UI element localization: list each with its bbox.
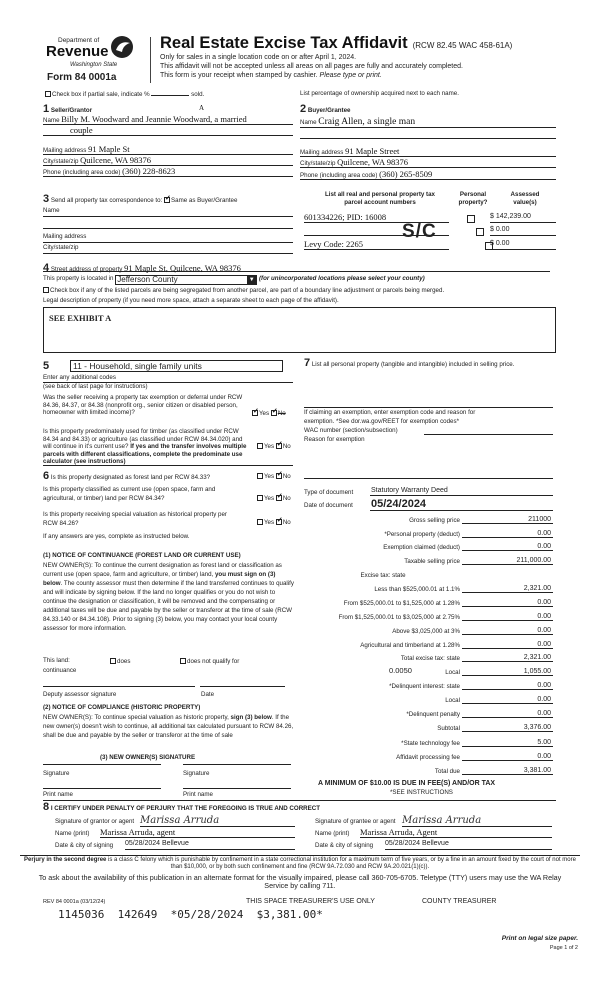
assessed-value-field[interactable]: $ 142,239.00 [490, 213, 556, 223]
seller-mail-field[interactable]: Mailing address 91 Maple St [43, 145, 293, 155]
tax-calc-value[interactable]: 0.00 [462, 530, 553, 538]
current-use-question: Is this property classified as current use (open space, farm and agricultural, or timber) land per RCW 84.34? [43, 486, 216, 502]
tax-calc-row [250, 708, 553, 718]
buyer-name-field[interactable]: Name Craig Allen, a single man [300, 117, 556, 128]
header-line1: Only for sales in a single location code on or after April 1, 2024. [160, 54, 357, 61]
tax-calc-value[interactable]: 0.00 [462, 682, 553, 690]
signature-label-1: Signature [43, 770, 70, 777]
wac-field[interactable] [424, 434, 553, 435]
tax-calc-row [250, 528, 553, 538]
forest-question: 6 Is this property designated as forest land per RCW 84.33? [43, 470, 211, 482]
reason-label: Reason for exemption [304, 436, 365, 443]
doc-date-label: Date of document [304, 502, 353, 509]
forest-answer[interactable]: Yes ✓ No [257, 473, 291, 481]
buyer-phone-field[interactable]: Phone (including area code) (360) 265-8509 [300, 170, 556, 180]
ownership-note: List percentage of ownership acquired next to each name. [300, 90, 459, 97]
buyer-city-field[interactable]: City/state/zip Quilcene, WA 98376 [300, 158, 556, 168]
personal-property-label: 7 List all personal property (tangible and intangible) included in selling price. [304, 357, 515, 369]
tax-calc-row [250, 694, 553, 704]
certify-title: 8 I CERTIFY UNDER PENALTY OF PERJURY THAT THE FOREGOING IS TRUE AND CORRECT [43, 801, 321, 813]
tax-calc-row [250, 514, 553, 524]
timber-answer[interactable]: Yes ✓ No [257, 443, 291, 451]
personal-property-checkbox[interactable] [476, 228, 484, 236]
notice-continuance-title: (1) NOTICE OF CONTINUANCE (FOREST LAND OR CURRENT USE) [43, 552, 241, 559]
partial-sale-checkbox[interactable]: Check box if partial sale, indicate % sold. [45, 91, 204, 99]
seller-city-field[interactable]: City/state/zip Quilcene, WA 98376 [43, 156, 293, 166]
exemption-note-1: If claiming an exemption, enter exemption code and reason for [304, 409, 476, 416]
footer-divider [20, 855, 580, 856]
legal-description-label: Legal description of property (if you need more space, attach a separate sheet to each page of the affidavit). [43, 297, 339, 304]
exemption-question: Was the seller receiving a property tax exemption or deferral under RCW 84.36, 84.37, or 84.38 (nonprofit org., senior citizen or disabled person, homeowner with limited income)? [43, 394, 243, 416]
header-divider [150, 37, 151, 83]
deputy-date-label: Date [201, 691, 215, 698]
tax-calc-value[interactable]: 211,000.00 [462, 557, 553, 565]
treasurer-use-label: THIS SPACE TREASURER'S USE ONLY [246, 898, 375, 905]
chevron-down-icon[interactable]: ▼ [248, 277, 255, 283]
reason-field[interactable] [304, 478, 553, 479]
grantor-signature-label: Signature of grantor or agent [55, 818, 135, 825]
tax-calc-label: Total excise tax: state [400, 655, 460, 662]
street-address-field[interactable]: 4 Street address of property 91 Maple St, Quilcene, WA 98376 [43, 262, 550, 272]
does-checkbox[interactable]: does [110, 658, 130, 666]
does-not-checkbox[interactable]: does not qualify for [180, 658, 239, 666]
grantee-name-label: Name (print) [315, 830, 350, 837]
tax-calc-value[interactable]: 3,381.00 [462, 767, 553, 775]
tax-calc-row [250, 569, 553, 579]
located-row: This property is located in Jefferson County ▼ (for unincorporated locations please select your county) [43, 275, 425, 284]
tax-calc-label: Gross selling price [409, 517, 460, 524]
notice-continuance-text: NEW OWNER(S): To continue the current designation as forest land or classification as current use (open space, farm and agriculture, or timber) land, you must sign on (3) below. The county assessor must then determine if the land transferred continues to qualify and will indicate by signing below. If the land no longer qualifies or you do not wish to continue the designation or classification, it will be removed and the compensating or additional taxes will be due and payable by the seller or transferor at the time of sale (RCW 84.33.140 or 84.34.108). Prior to signing (3) below, you may contact your local county assessor for more information. [43, 562, 294, 632]
current-use-answer[interactable]: Yes ✓ No [257, 495, 291, 503]
assessed-value-field[interactable]: $ 0.00 [490, 240, 556, 250]
page-title: Real Estate Excise Tax Affidavit [160, 34, 408, 52]
tax-calc-label: Above $3,025,000 at 3% [392, 628, 460, 635]
tax-calc-value[interactable]: 2,321.00 [462, 585, 553, 593]
tax-calc-label: Local [445, 697, 460, 704]
tax-calc-value[interactable]: 0.00 [462, 696, 553, 704]
minimum-notice: A MINIMUM OF $10.00 IS DUE IN FEE(S) AND/OR TAX [318, 780, 496, 787]
parcel-header-personal: Personal property? [458, 191, 488, 206]
revision-label: REV 84 0001a (03/12/24) [43, 899, 106, 905]
if-any-note: If any answers are yes, complete as instructed below. [43, 533, 190, 540]
grantor-name-label: Name (print) [55, 830, 90, 837]
land-use-select[interactable]: 11 - Household, single family units [70, 360, 283, 372]
tax-calc-value[interactable]: 0.00 [462, 613, 553, 621]
corr-mail-field[interactable]: Mailing address [43, 234, 293, 243]
parcel-header-accounts: List all real and personal property tax parcel account numbers [324, 191, 436, 206]
grantor-signature[interactable]: Marissa Arruda [140, 815, 295, 827]
corr-name-field[interactable]: Name [43, 208, 293, 217]
print-name-label-2: Print name [183, 791, 213, 798]
parcel-header-assessed: Assessed value(s) [510, 191, 540, 206]
seller-heading: 1 Seller/Grantor [43, 103, 93, 115]
correspondence-heading: 3 Send all property tax correspondence to: ✓ Same as Buyer/Grantee [43, 193, 237, 205]
tax-calc-row [250, 583, 553, 593]
see-instructions: *SEE INSTRUCTIONS [390, 789, 453, 796]
tax-calc-row [250, 541, 553, 551]
tax-calc-label: *Delinquent penalty [406, 711, 460, 718]
historical-answer[interactable]: Yes ✓ No [257, 519, 291, 527]
parcel-account-field[interactable]: Levy Code: 2265 [304, 240, 449, 250]
corr-name-line2[interactable] [43, 220, 293, 229]
title-row [160, 34, 512, 52]
tax-calc-label: From $525,000.01 to $1,525,000 at 1.28% [343, 600, 460, 607]
personal-property-line[interactable] [304, 407, 553, 408]
tax-calc-label: Excise tax: state [360, 572, 406, 579]
corr-city-field[interactable]: City/state/zip [43, 245, 293, 254]
exemption-answer[interactable]: ✓ Yes ✓ No [252, 410, 286, 418]
header-line3: This form is your receipt when stamped by cashier. Please type or print. [160, 72, 382, 79]
seller-insert-mark: A [199, 104, 205, 112]
exemption-note-2: exemption. *See dor.wa.gov/REET for exemption codes* [304, 418, 460, 425]
tax-calc-label: *State technology fee [401, 740, 460, 747]
grantor-name-field[interactable]: Marissa Arruda, agent [100, 828, 295, 838]
tax-calc-row [250, 611, 553, 621]
notice-compliance-title: (2) NOTICE OF COMPLIANCE (HISTORIC PROPERTY) [43, 704, 201, 711]
print-name-label-1: Print name [43, 791, 73, 798]
tax-calc-row [250, 737, 553, 747]
buyer-mail-field[interactable]: Mailing address 91 Maple Street [300, 147, 556, 157]
tax-calc-value[interactable]: 0.00 [462, 627, 553, 635]
legal-paper-note: Print on legal size paper. [501, 935, 578, 942]
wac-label: WAC number (section/subsection) [304, 427, 398, 434]
tax-calc-value[interactable]: 0.00 [462, 543, 553, 551]
header-line2: This affidavit will not be accepted unless all areas on all pages are fully and accurately completed. [160, 63, 463, 70]
tax-calc-value[interactable]: 1,055.00 [462, 668, 553, 676]
grantor-date-field[interactable]: 05/28/2024 Bellevue [125, 840, 295, 850]
doc-type-label: Type of document [304, 489, 354, 496]
local-rate: 0.0050 [389, 666, 412, 675]
tax-calc-value[interactable]: 2,321.00 [462, 654, 553, 662]
tax-calc-row [250, 652, 553, 662]
tax-calc-value[interactable]: 0.00 [462, 753, 553, 761]
tax-calc-value[interactable]: 0.00 [462, 641, 553, 649]
tax-calc-value[interactable]: 3,376.00 [462, 724, 553, 732]
grantee-date-field[interactable]: 05/28/2024 Bellevue [385, 840, 552, 850]
tax-calc-label: Agricultural and timberland at 1.28% [360, 642, 460, 649]
deputy-label: Deputy assessor signature [43, 691, 117, 698]
signature-label-2: Signature [183, 770, 210, 777]
historical-question: Is this property receiving special valuation as historical property per RCW 84.26? [43, 511, 227, 527]
tax-calc-row [250, 680, 553, 690]
grantee-signature[interactable]: Marissa Arruda [402, 815, 552, 827]
grantee-name-field[interactable]: Marissa Arruda, Agent [360, 828, 552, 838]
tax-calc-label: Affidavit processing fee [396, 754, 460, 761]
owner-print-line-1[interactable] [43, 788, 161, 789]
codes-note: (see back of last page for instructions) [43, 383, 148, 390]
tax-calc-row [250, 597, 553, 607]
same-as-buyer-checkbox[interactable] [164, 197, 170, 203]
legal-description-box[interactable]: SEE EXHIBIT A [43, 307, 556, 353]
logo-swirl-icon [108, 34, 136, 60]
logo-revenue: Revenue [46, 43, 109, 60]
rcw-reference: (RCW 82.45 WAC 458-61A) [412, 41, 513, 50]
tax-calc-row [250, 722, 553, 732]
segregation-checkbox[interactable]: Check box if any of the listed parcels are being segregated from another parcel, are part of a boundary line adjustment or parcels being merged. [43, 287, 444, 295]
form-number: Form 84 0001a [47, 72, 117, 83]
grantee-date-label: Date & city of signing [315, 842, 374, 849]
tax-calc-value[interactable]: 211000 [462, 516, 553, 524]
new-owner-signature-title: (3) NEW OWNER(S) SIGNATURE [100, 754, 196, 761]
additional-codes-field[interactable]: Enter any additional codes [43, 375, 293, 383]
sc-stamp: S/C [402, 221, 437, 242]
grantor-date-label: Date & city of signing [55, 842, 114, 849]
notice-compliance-text: NEW OWNER(S): To continue special valuation as historic property, sign (3) below. If the new owner(s) doesn't wish to continue, all additional tax calculated pursuant to RCW 84.26, shall be due and payable by the seller or transferor at the time of sale [43, 714, 294, 739]
tax-calc-value[interactable]: 5.00 [462, 739, 553, 747]
seller-name-line2[interactable]: couple [43, 126, 293, 136]
tax-calc-label: From $1,525,000.01 to $3,025,000 at 2.75% [338, 614, 460, 621]
timber-question: Is this property predominately used for timber (as classified under RCW 84.34 and 84.33) or agriculture (as classified under RCW 84.34.020) and will continue in it's current use? If yes and the transfer involves multiple parcels with different classifications, complete the predominate use calculator (see instructions) [43, 428, 247, 465]
tax-calc-label: Subtotal [437, 725, 460, 732]
grantee-signature-label: Signature of grantee or agent [315, 818, 396, 825]
doc-date-field[interactable]: 05/24/2024 [370, 498, 553, 511]
seller-name-field[interactable]: Name Billy M. Woodward and Jeannie Woodward, a married [43, 115, 293, 125]
tax-calc-label: Less than $525,000.01 at 1.1% [374, 586, 460, 593]
owner-signature-line-1[interactable] [43, 764, 161, 765]
continuance-label: continuance [43, 667, 77, 674]
assessed-value-field[interactable]: $ 0.00 [490, 226, 556, 236]
doc-type-field[interactable]: Statutory Warranty Deed [370, 487, 553, 496]
county-select[interactable]: Jefferson County ▼ [115, 275, 257, 285]
alternate-format-notice: To ask about the availability of this publication in an alternate format for the visually impaired, please call 360-705-6705. Teletype (TTY) users may use the WA Relay Service by calling 711. [38, 873, 562, 890]
tax-calc-label: *Personal property (deduct) [384, 531, 460, 538]
section5-number: 5 [43, 360, 50, 372]
buyer-name-line2[interactable] [300, 129, 556, 139]
owner-print-line-2[interactable] [183, 788, 291, 789]
parcel-account-field[interactable]: 601334226; PID: 16008 [304, 213, 449, 223]
tax-calc-row [250, 751, 553, 761]
buyer-heading: 2 Buyer/Grantee [300, 103, 351, 115]
logo-state: Washington State [70, 62, 118, 68]
treasurer-receipt-stamp: 1145036 142649 *05/28/2024 $3,381.00* [58, 908, 323, 921]
tax-calc-label: Local [445, 669, 460, 676]
tax-calc-row [250, 555, 553, 565]
seller-phone-field[interactable]: Phone (including area code) (360) 228-8623 [43, 167, 293, 177]
county-treasurer-label: COUNTY TREASURER [422, 898, 497, 905]
page-number: Page 1 of 2 [549, 945, 578, 951]
tax-calc-value[interactable]: 0.00 [462, 599, 553, 607]
logo-dept: Department of [58, 37, 100, 44]
tax-calc-row [250, 639, 553, 649]
tax-calc-row [250, 765, 553, 775]
personal-property-checkbox[interactable] [467, 215, 475, 223]
this-land-label: This land: [43, 657, 70, 664]
tax-calc-label: Taxable selling price [404, 558, 460, 565]
perjury-notice: Perjury in the second degree is a class C felony which is punishable by confinement in a state correctional institution for a maximum term of five years, or by a fine in an amount fixed by the court of not more than $10,000, or by both such confinement and fine (RCW 9A.72.030 and RCW 9A.20.021(1)(c)). [24, 857, 576, 870]
divider [43, 465, 293, 466]
tax-calc-label: Exemption claimed (deduct) [383, 544, 460, 551]
deputy-signature-line[interactable] [43, 686, 195, 687]
tax-calc-row [250, 625, 553, 635]
tax-calc-label: *Delinquent interest: state [389, 683, 460, 690]
tax-calc-label: Total due [434, 768, 460, 775]
tax-calc-value[interactable]: 0.00 [462, 710, 553, 718]
